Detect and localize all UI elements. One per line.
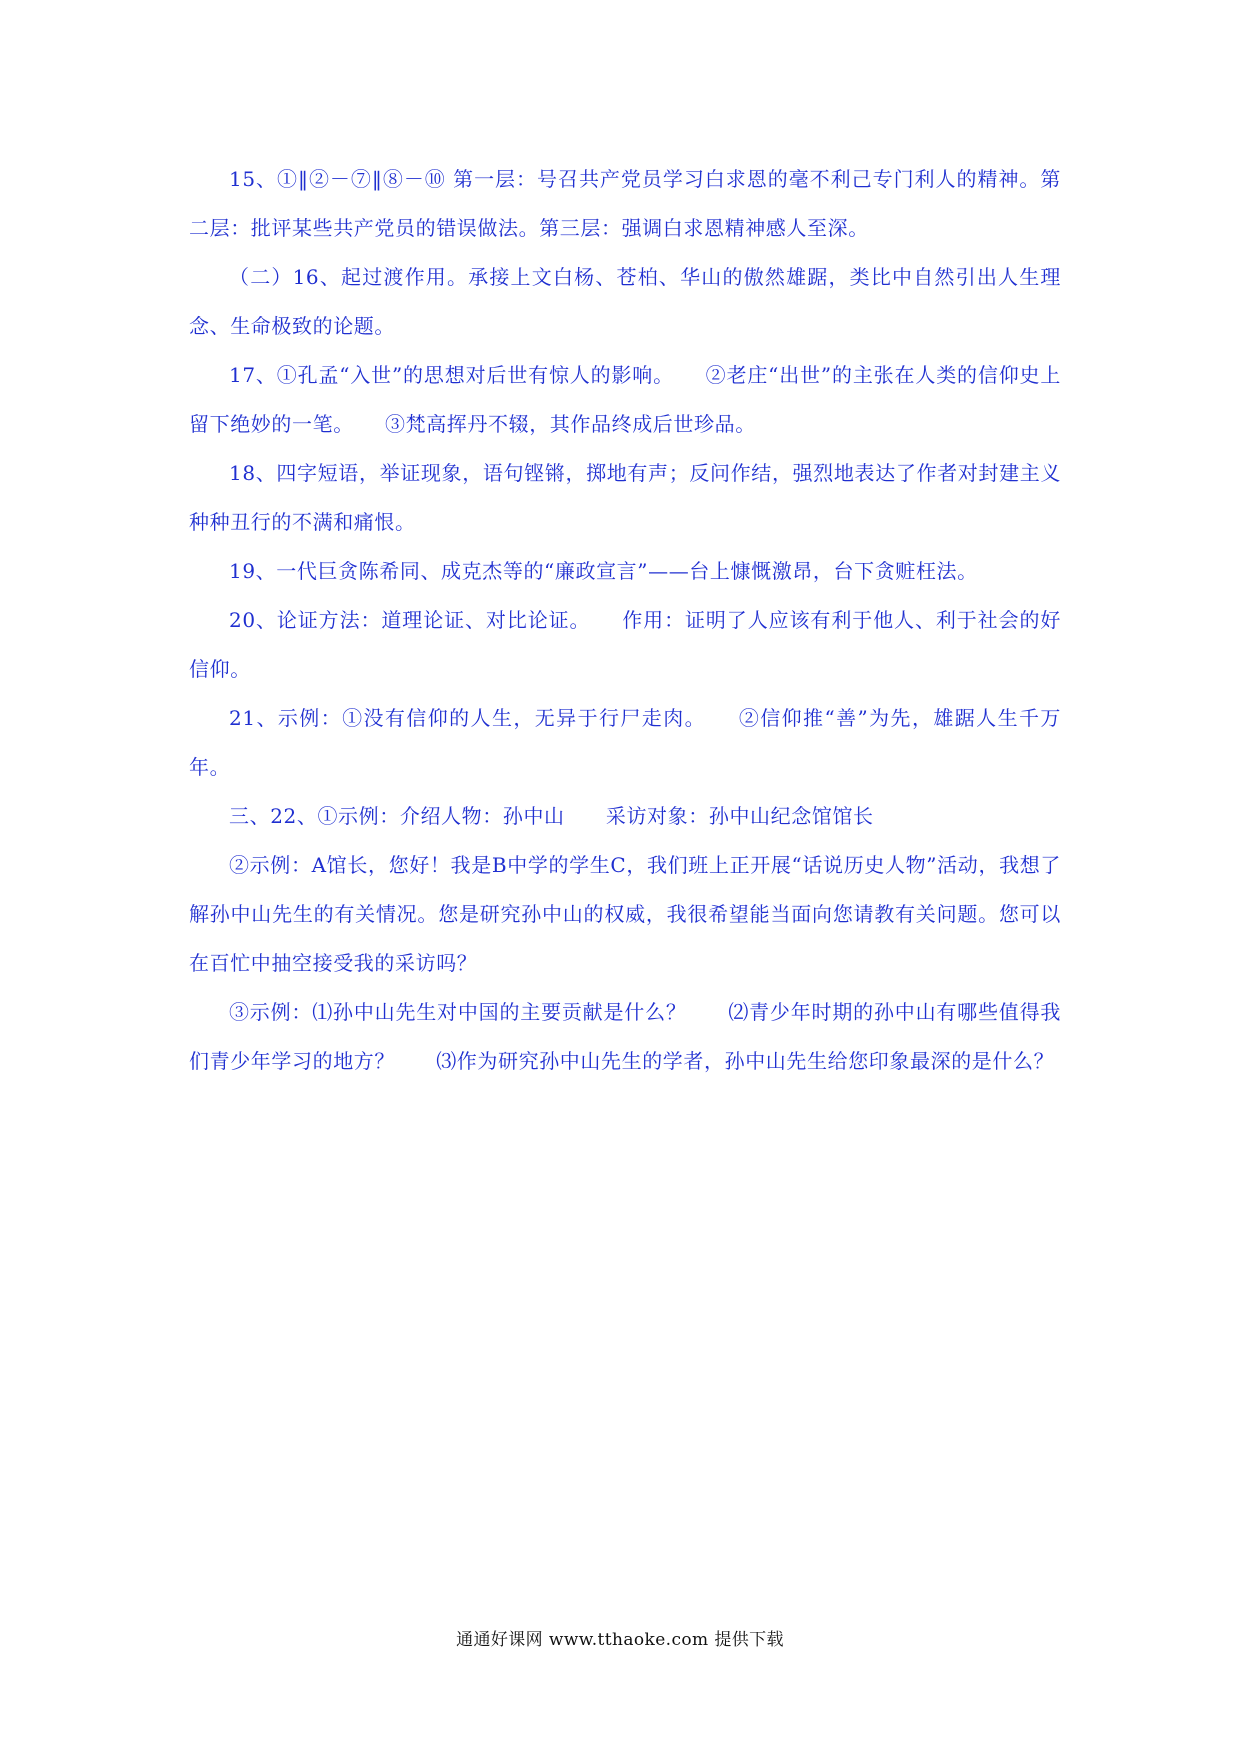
answer-key-body [189,155,1061,1086]
answer-15: 15、①‖②－⑦‖⑧－⑩ 第一层：号召共产党员学习白求恩的毫不利己专门利人的精神。第二层：批评某些共产党员的错误做法。第三层：强调白求恩精神感人至深。 [189,167,1061,240]
page-footer: 通通好课网 www.tthaoke.com 提供下载 [456,1630,784,1650]
answer-19: 19、一代巨贪陈希同、成克杰等的“廉政宣言”——台上慷慨激昂，台下贪赃枉法。 [229,559,978,583]
answer-22-part-3: ③示例：⑴孙中山先生对中国的主要贡献是什么？ ⑵青少年时期的孙中山有哪些值得我们青少年学习的地方？ ⑶作为研究孙中山先生的学者，孙中山先生给您印象最深的是什么？ [189,1000,1061,1073]
answer-22-part-1: 三、22、①示例：介绍人物：孙中山 采访对象：孙中山纪念馆馆长 [229,804,874,828]
answer-16: （二）16、起过渡作用。承接上文白杨、苍柏、华山的傲然雄踞，类比中自然引出人生理念、生命极致的论题。 [189,265,1061,338]
answer-17: 17、①孔孟“入世”的思想对后世有惊人的影响。 ②老庄“出世”的主张在人类的信仰史上留下绝妙的一笔。 ③梵高挥丹不辍，其作品终成后世珍品。 [189,363,1061,436]
answer-22-part-2: ②示例：A馆长，您好！我是B中学的学生C，我们班上正开展“话说历史人物”活动，我想了解孙中山先生的有关情况。您是研究孙中山的权威，我很希望能当面向您请教有关问题。您可以在百忙中抽空接受我的采访吗？ [189,853,1061,975]
answer-18: 18、四字短语，举证现象，语句铿锵，掷地有声；反问作结，强烈地表达了作者对封建主义种种丑行的不满和痛恨。 [189,461,1061,534]
answer-20: 20、论证方法：道理论证、对比论证。 作用：证明了人应该有利于他人、利于社会的好信仰。 [189,608,1061,681]
answer-21: 21、示例：①没有信仰的人生，无异于行尸走肉。 ②信仰推“善”为先，雄踞人生千万年。 [189,706,1061,779]
